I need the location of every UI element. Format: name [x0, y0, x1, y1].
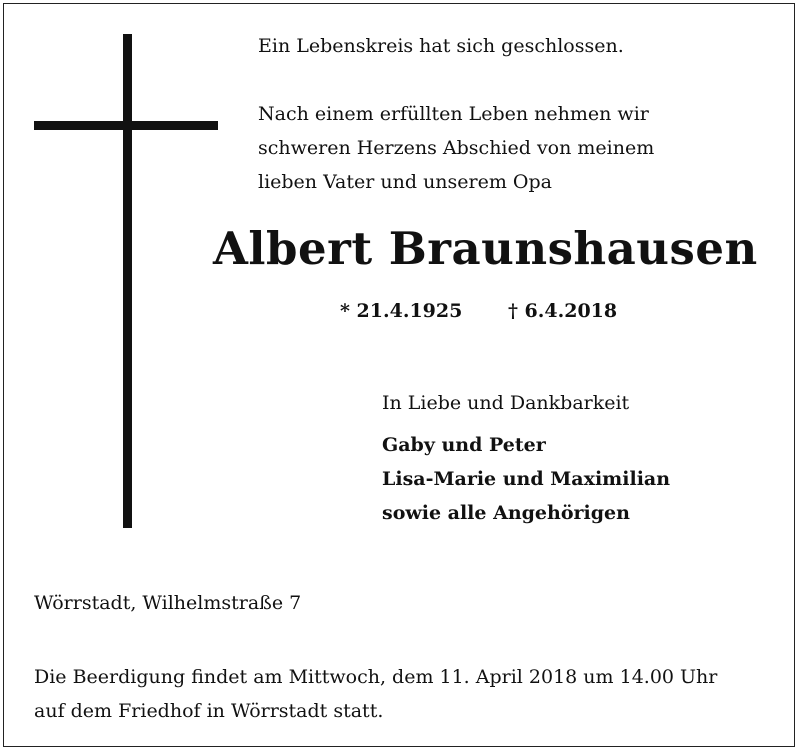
cross-symbol-horizontal	[34, 121, 218, 130]
birth-date: * 21.4.1925	[340, 300, 463, 322]
mourner-line-3: sowie alle Angehörigen	[382, 502, 630, 524]
message-line-3: lieben Vater und unserem Opa	[258, 171, 552, 193]
mourner-line-2: Lisa-Marie und Maximilian	[382, 468, 671, 490]
message-line-1: Nach einem erfüllten Leben nehmen wir	[258, 103, 649, 125]
closing-line: In Liebe und Dankbarkeit	[382, 392, 630, 414]
message-line-2: schweren Herzens Abschied von meinem	[258, 137, 655, 159]
address-line: Wörrstadt, Wilhelmstraße 7	[34, 592, 302, 614]
funeral-line-2: auf dem Friedhof in Wörrstadt statt.	[34, 700, 384, 722]
intro-line: Ein Lebenskreis hat sich geschlossen.	[258, 35, 624, 57]
deceased-name: Albert Braunshausen	[213, 222, 758, 275]
death-date: † 6.4.2018	[508, 300, 618, 322]
mourner-line-1: Gaby und Peter	[382, 434, 546, 456]
funeral-line-1: Die Beerdigung findet am Mittwoch, dem 11. April 2018 um 14.00 Uhr	[34, 666, 718, 688]
cross-symbol-vertical	[123, 34, 132, 528]
